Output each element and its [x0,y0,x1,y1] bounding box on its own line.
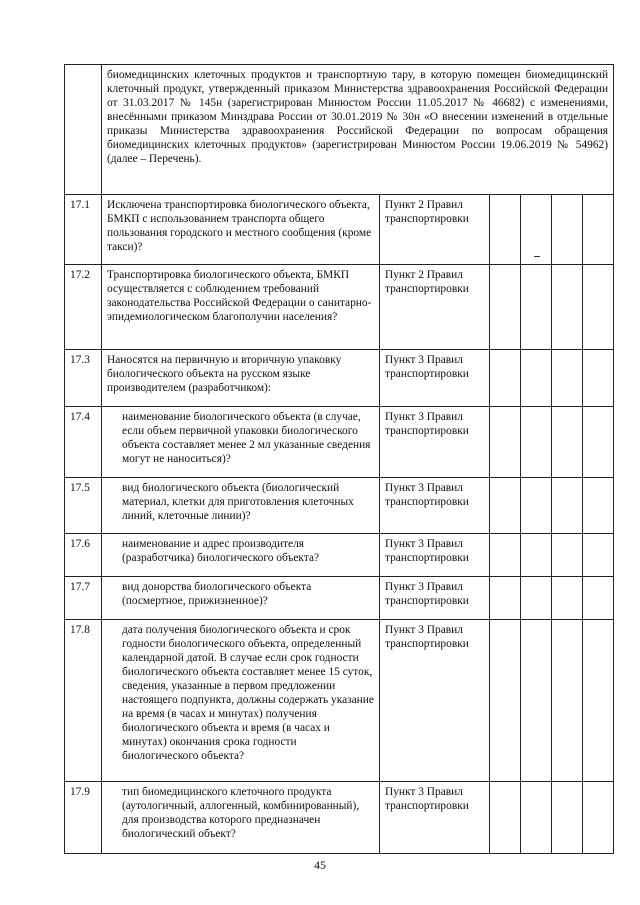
answer-cell-no [521,407,552,478]
row-reference: Пункт 3 Правил транспортировки [380,782,490,854]
row-reference: Пункт 3 Правил транспортировки [380,478,490,534]
row-question: Исключена транспортировка биологического объекта, БМКП с использованием транспорта общего пользования городского и местного сообщения (кроме такси)? [102,195,380,265]
row-number: 17.4 [65,407,102,478]
row-number: 17.5 [65,478,102,534]
answer-cell-yes [490,534,521,577]
answer-cell-na [552,195,583,265]
answer-cell-yes [490,620,521,782]
answer-cell-note [583,534,614,577]
answer-cell-na [552,478,583,534]
row-question: Наносятся на первичную и вторичную упаковку биологического объекта на русском языке производителем (разработчиком): [102,350,380,407]
answer-cell-yes [490,577,521,620]
row-reference: Пункт 2 Правил транспортировки [380,265,490,350]
checklist-table [64,64,614,854]
row-question: дата получения биологического объекта и срок годности биологического объекта, определенный календарной датой. В случае если срок годности биологического объекта составляет менее 15 суток, сведения, указанные в первом предложении настоящего подпункта, должны содержать указание на время (в часах и минутах) получения биологического объекта и время (в часах и минутах) окончания срока годности биологического объекта? [102,620,380,782]
row-question: тип биомедицинского клеточного продукта (аутологичный, аллогенный, комбинированный), для производства которого предназначен биологический объект? [102,782,380,854]
row-question: Транспортировка биологического объекта, БМКП осуществляется с соблюдением требований законодательства Российской Федерации о санитарно-эпидемиологическом благополучии населения? [102,265,380,350]
row-reference: Пункт 3 Правил транспортировки [380,350,490,407]
row-question: наименование и адрес производителя (разработчика) биологического объекта? [102,534,380,577]
answer-cell-note [583,265,614,350]
row-number: 17.6 [65,534,102,577]
row-question: наименование биологического объекта (в случае, если объем первичной упаковки биологического объекта составляет менее 2 мл указанные сведения могут не наноситься)? [102,407,380,478]
stray-pen-mark [534,256,540,257]
row-number: 17.3 [65,350,102,407]
answer-cell-note [583,350,614,407]
answer-cell-yes [490,407,521,478]
answer-cell-note [583,620,614,782]
intro-text: биомедицинских клеточных продуктов и транспортную тару, в которую помещен биомедицинский клеточный продукт, утвержденный приказом Министерства здравоохранения Российской Федерации от 31.03.2017 № 145н (зарегистрирован Минюстом России 11.05.2017 № 46682) с изменениями, внесёнными приказом Минздрава России от 30.01.2019 № 30н «О внесении изменений в отдельные приказы Министерства здравоохранения Российской Федерации по вопросам обращения биомедицинских клеточных продуктов» (зарегистрирован Минюстом России 19.06.2019 № 54962) (далее – Перечень). [102,65,614,195]
answer-cell-yes [490,478,521,534]
answer-cell-yes [490,265,521,350]
answer-cell-yes [490,195,521,265]
answer-cell-na [552,620,583,782]
table-row [65,478,614,534]
answer-cell-na [552,782,583,854]
table-row [65,577,614,620]
intro-row [65,65,614,195]
row-question: вид донорства биологического объекта (посмертное, прижизненное)? [102,577,380,620]
row-number: 17.2 [65,265,102,350]
row-reference: Пункт 3 Правил транспортировки [380,534,490,577]
answer-cell-na [552,265,583,350]
table-row [65,407,614,478]
answer-cell-no [521,350,552,407]
row-number: 17.8 [65,620,102,782]
row-number: 17.7 [65,577,102,620]
table-row [65,782,614,854]
row-number: 17.1 [65,195,102,265]
row-reference: Пункт 3 Правил транспортировки [380,407,490,478]
answer-cell-yes [490,350,521,407]
answer-cell-no [521,620,552,782]
row-question: вид биологического объекта (биологический материал, клетки для приготовления клеточных линий, клеточные линии)? [102,478,380,534]
answer-cell-na [552,577,583,620]
answer-cell-note [583,195,614,265]
row-reference: Пункт 3 Правил транспортировки [380,577,490,620]
answer-cell-no [521,265,552,350]
table-row [65,620,614,782]
table-row [65,534,614,577]
row-reference: Пункт 3 Правил транспортировки [380,620,490,782]
answer-cell-note [583,407,614,478]
answer-cell-no [521,534,552,577]
table-row [65,350,614,407]
intro-num-cell [65,65,102,195]
answer-cell-no [521,577,552,620]
answer-cell-no [521,478,552,534]
answer-cell-na [552,534,583,577]
page-number: 45 [314,858,326,872]
answer-cell-na [552,350,583,407]
table-row [65,265,614,350]
row-reference: Пункт 2 Правил транспортировки [380,195,490,265]
answer-cell-no [521,195,552,265]
answer-cell-note [583,782,614,854]
table-row [65,195,614,265]
answer-cell-na [552,407,583,478]
answer-cell-no [521,782,552,854]
answer-cell-note [583,478,614,534]
answer-cell-note [583,577,614,620]
answer-cell-yes [490,782,521,854]
row-number: 17.9 [65,782,102,854]
